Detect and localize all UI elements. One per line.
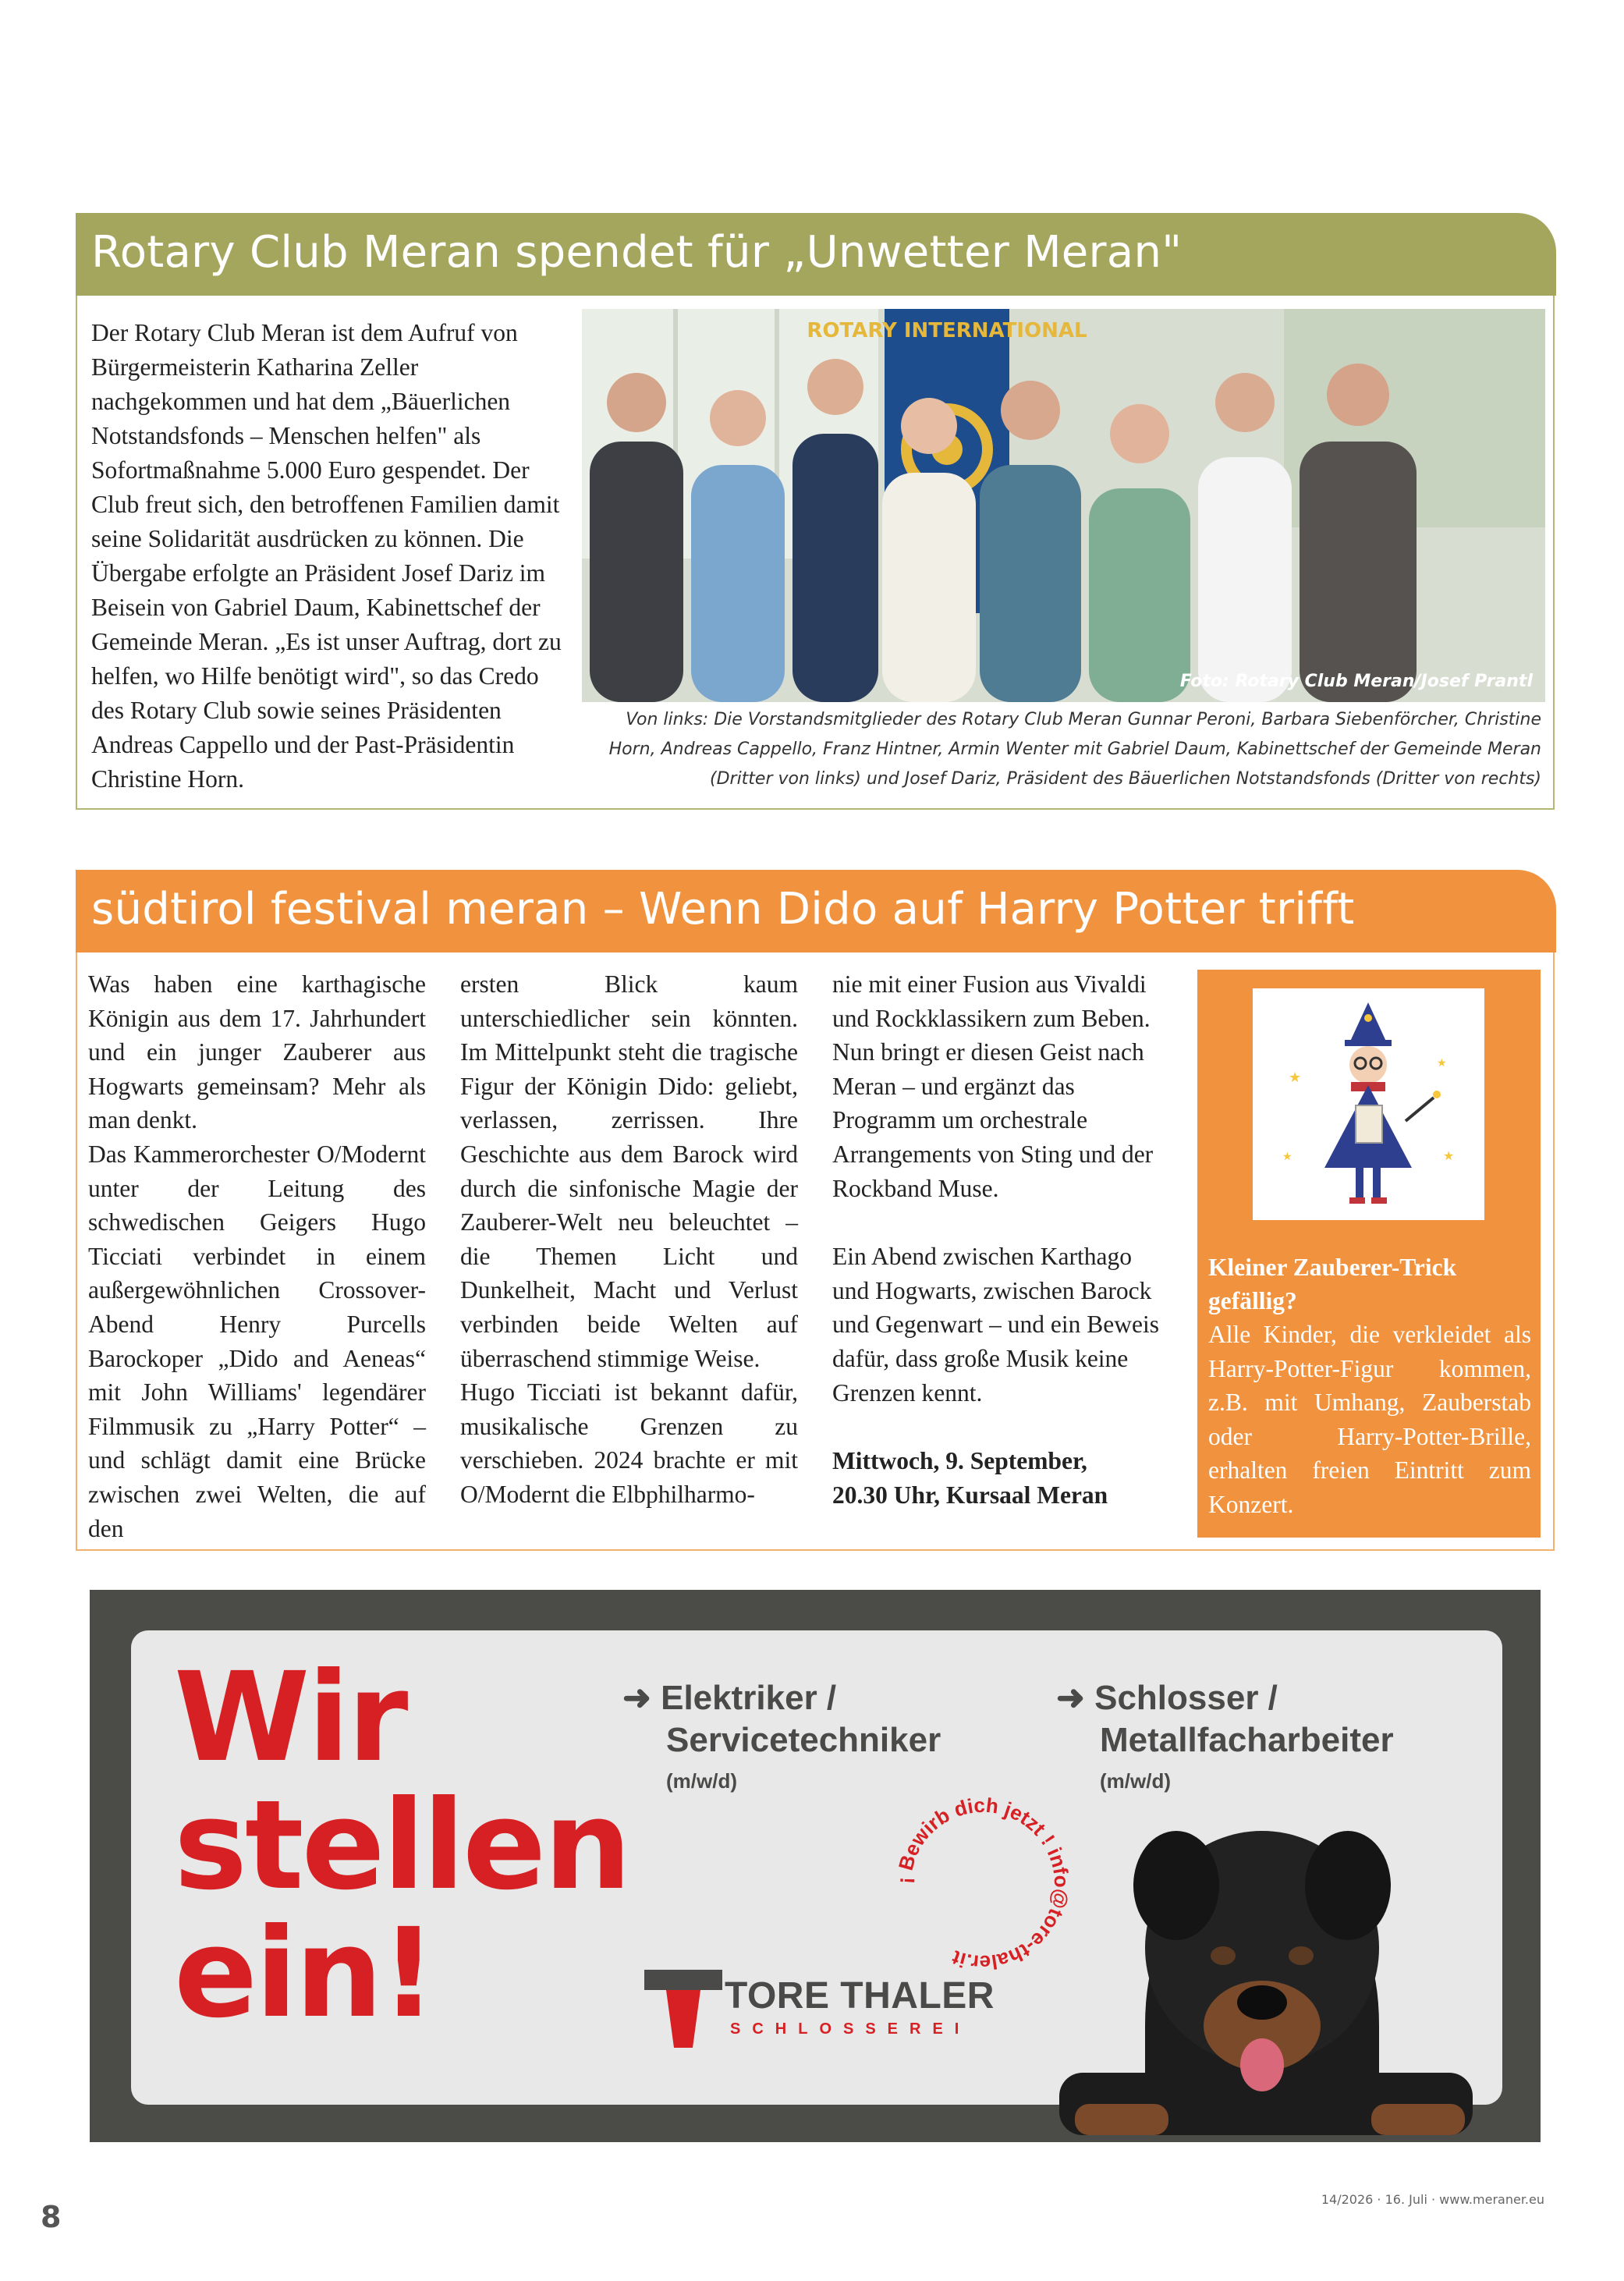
job-gender-note: (m/w/d) (1100, 1769, 1171, 1793)
article2-heading: südtirol festival meran – Wenn Dido auf Harry Potter trifft (91, 884, 1355, 935)
article2-column-1 (88, 967, 426, 1545)
ad-headline-line: ein! (174, 1902, 434, 2045)
article2-paragraph: nie mit einer Fusion aus Vivaldi und Rockklassikern zum Beben. Nun bringt er diesen Geist nach Meran – und ergänzt das Programm um orchestrale Arrangements von Sting und der Rockband Muse. (832, 970, 1154, 1202)
article2-column-2 (460, 967, 798, 1512)
ad-headline-line: Wir (174, 1646, 406, 1790)
svg-text:★: ★ (1282, 1151, 1292, 1163)
job-title: Servicetechniker (666, 1721, 941, 1759)
article1-body (91, 316, 566, 796)
event-time-venue: 20.30 Uhr, Kursaal Meran (832, 1481, 1108, 1509)
banner-text: ROTARY INTERNATIONAL (807, 319, 1087, 342)
svg-text:★: ★ (1289, 1070, 1302, 1085)
article2-paragraph: Das Kammerorchester O/Modernt unter der Leitung des schwedischen Geigers Hugo Ticciati verbindet in einem außergewöhnlichen Crossover-Abend Henry Purcells Barockoper „Dido and Aeneas“ mit John Williams' legendärer Filmmusik zu „Harry Potter“ – und schlägt damit eine Brücke zwischen zwei Welten, die auf den (88, 1140, 426, 1542)
issue-info: 14/2026 · 16. Juli · www.meraner.eu (1321, 2192, 1544, 2207)
stamp-text: ¡ Bewirb dich jetzt ! info@tore-thaler.it (892, 1793, 1074, 1975)
ad-headline (174, 1646, 629, 2045)
page-number: 8 (41, 2200, 62, 2234)
logo-subtitle: SCHLOSSEREI (730, 2020, 971, 2038)
article2-heading-bar (76, 870, 1556, 952)
rottweiler-image (1028, 1792, 1504, 2135)
sidebar-body: Alle Kinder, die verkleidet als Harry-Potter-Figur kommen, z.B. mit Umhang, Zauberstab oder Harry-Potter-Brille, erhalten freien Eintritt zum Konzert. (1208, 1321, 1531, 1518)
article1-heading: Rotary Club Meran spendet für „Unwetter Meran" (91, 227, 1183, 278)
job-title: Elektriker / (661, 1679, 837, 1717)
article2-column-3 (832, 967, 1169, 1512)
info-sidebar (1197, 970, 1541, 1538)
article2-paragraph: Hugo Ticciati ist bekannt dafür, musikalische Grenzen zu verschieben. 2024 brachte er mit O/Modernt die Elbphilharmo- (460, 1378, 798, 1508)
job-gender-note: (m/w/d) (666, 1769, 737, 1793)
tore-thaler-logo (644, 1970, 995, 2057)
ad-headline-line: stellen (174, 1774, 629, 1917)
event-date: Mittwoch, 9. September, (832, 1447, 1087, 1475)
job-title: Metallfacharbeiter (1100, 1721, 1394, 1759)
group-photo-illustration (582, 309, 1545, 702)
sidebar-title: Kleiner Zauberer-Trick gefällig? (1208, 1254, 1457, 1314)
group-photo (582, 309, 1545, 702)
photo-caption: Von links: Die Vorstandsmitglieder des Rotary Club Meran Gunnar Peroni, Barbara Siebenförcher, Christine Horn, Andreas Cappello, Franz Hintner, Armin Wenter mit Gabriel Daum, Kabinettschef der Gemeinde Meran (Dritter von links) und Josef Dariz, Präsident des Bäuerlichen Notstandsfonds (Dritter von rechts) (608, 710, 1541, 789)
article2-paragraph: ersten Blick kaum unterschiedlicher sein könnten. Im Mittelpunkt steht die tragische Figur der Königin Dido: geliebt, verlassen, zerrissen. Ihre Geschichte aus dem Barock wird durch die sinfonische Magie der Zauberer-Welt neu beleuchtet – die Themen Licht und Dunkelheit, Macht und Verlust verbinden beide Welten auf überraschend stimmige Weise. (460, 970, 798, 1372)
article1-heading-bar (76, 213, 1556, 296)
article2-paragraph: Was haben eine karthagische Königin aus dem 17. Jahrhundert und ein junger Zauberer aus Hogwarts gemeinsam? Mehr als man denkt. (88, 970, 426, 1134)
job-title: Schlosser / (1094, 1679, 1278, 1717)
article1-paragraph: Der Rotary Club Meran ist dem Aufruf von Bürgermeisterin Katharina Zeller nachgekommen und hat dem „Bäuerlichen Notstandsfonds – Menschen helfen" als Sofortmaßnahme 5.000 Euro gespendet. Der Club freut sich, den betroffenen Familien damit seine Solidarität ausdrücken zu können. Die Übergabe erfolgte an Präsident Josef Dariz im Beisein von Gabriel Daum, Kabinettschef der Gemeinde Meran. „Es ist unser Auftrag, dort zu helfen, wo Hilfe benötigt wird", so das Credo des Rotary Club sowie seines Präsidenten Andreas Cappello und der Past-Präsidentin Christine Horn. (91, 319, 562, 793)
job-listing-metalworker (1056, 1677, 1394, 1800)
photo-credit: Foto: Rotary Club Meran/Josef Prantl (1179, 672, 1533, 691)
article2-paragraph: Ein Abend zwischen Karthago und Hogwarts, zwischen Barock und Gegenwart – und ein Beweis dafür, dass große Musik keine Grenzen kennt. (832, 1243, 1160, 1407)
logo-name: TORE THALER (725, 1975, 995, 2017)
wizard-icon (1253, 988, 1484, 1220)
arrow-right-icon: ➜ (622, 1679, 651, 1717)
logo-mark-icon (644, 1970, 722, 2048)
svg-text:★: ★ (1443, 1150, 1455, 1163)
arrow-right-icon: ➜ (1056, 1679, 1085, 1717)
svg-text:★: ★ (1437, 1058, 1447, 1070)
wizard-illustration (1253, 988, 1484, 1220)
job-listing-electrician (622, 1677, 941, 1800)
dog-illustration (1028, 1792, 1504, 2135)
